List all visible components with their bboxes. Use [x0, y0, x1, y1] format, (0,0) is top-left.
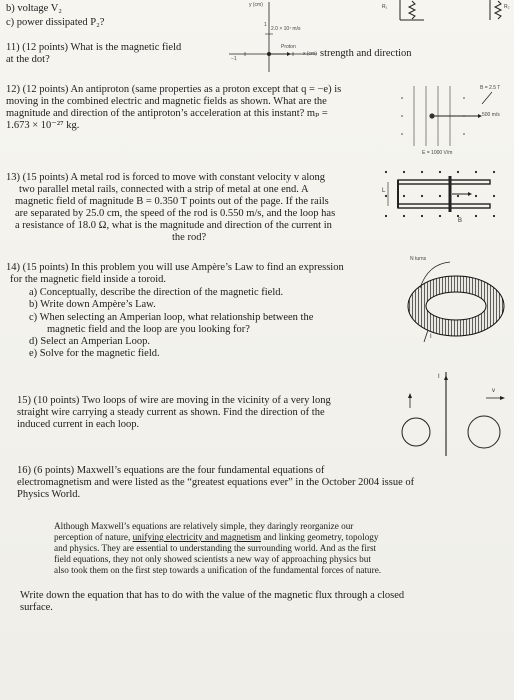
q12-line1: 12) (12 points) An antiproton (same properties as a proton except that q = −e) is — [6, 84, 342, 95]
r1-label: R₁ — [382, 4, 388, 10]
q16-ask-line2: surface. — [20, 602, 53, 613]
quote-line2-start: perception of nature, — [54, 532, 133, 542]
q14-line1: 14) (15 points) In this problem you will use Ampère’s Law to find an expression — [6, 262, 344, 273]
b-label: B — [458, 218, 463, 224]
q14-part-d: d) Select an Amperian Loop. — [29, 336, 151, 347]
q16-ask-line1: Write down the equation that has to do with the value of the magnetic flux through a closed — [20, 590, 405, 601]
q16-line3: Physics World. — [17, 489, 81, 500]
q15-line1: 15) (10 points) Two loops of wire are moving in the vicinity of a very long — [17, 395, 331, 406]
quote-line1: Although Maxwell’s equations are relatively simple, they daringly reorganize our — [54, 521, 354, 531]
q16-line2: electromagnetism and were listed as the “greatest equations ever” in the October 2004 issue of — [17, 477, 415, 488]
q12-line3: magnitude and direction of the antiproton’s acceleration at this instant? mₚ = — [6, 108, 328, 119]
q13-line4: are separated by 25.0 cm, the speed of the rod is 0.550 m/s, and the loop has — [15, 208, 336, 219]
quote-underlined-phrase: unifying electricity and magnetism — [132, 532, 261, 542]
fields-figure — [396, 82, 512, 158]
q10-part-b: b) voltage V₂ — [6, 3, 62, 14]
rod-rails-figure — [376, 166, 510, 228]
tick-1: 1 — [264, 22, 267, 28]
q15-line2: straight wire carrying a steady current as shown. Find the direction of the — [17, 407, 325, 418]
quote-line5: also took them on the first step towards a unification of the fundamental forces of nature. — [54, 565, 382, 575]
q11-line2: at the dot? — [6, 54, 50, 65]
q14-line2: for the magnetic field inside a toroid. — [10, 274, 166, 285]
quote-line4: field equations, they not only showed scientists a new way of approaching physics but — [54, 554, 371, 564]
velocity-label: 500 m/s — [482, 112, 500, 118]
q13-line3: magnetic field of magnitude B = 0.350 T points out of the page. If the rails — [15, 196, 329, 207]
wire-current-label: I — [438, 374, 440, 380]
tick-neg1: −1 — [231, 56, 237, 62]
speed-label: 2.0 × 10⁷ m/s — [271, 26, 301, 32]
current-label: I — [430, 334, 432, 340]
b-field-label: B = 2.5 T — [480, 85, 501, 91]
q14-part-e: e) Solve for the magnetic field. — [29, 348, 160, 359]
q10-part-c: c) power dissipated P₂? — [6, 17, 105, 28]
loops-wire-figure — [392, 372, 512, 456]
q14-part-b: b) Write down Ampère’s Law. — [29, 299, 156, 310]
q14-part-c2: magnetic field and the loop are you looking for? — [47, 324, 250, 335]
quote-line2-end: and linking geometry, topology — [260, 532, 379, 542]
r2-label: R₂ — [504, 4, 510, 10]
q14-part-a: a) Conceptually, describe the direction of the magnetic field. — [29, 287, 284, 298]
q13-line1: 13) (15 points) A metal rod is forced to move with constant velocity v along — [6, 172, 326, 183]
loop-velocity-label: v — [492, 388, 495, 394]
q16-line1: 16) (6 points) Maxwell’s equations are the four fundamental equations of — [17, 465, 325, 476]
e-field-label: E = 1000 V/m — [422, 150, 453, 156]
q13-line2: two parallel metal rails, connected with a strip of metal at one end. A — [19, 184, 309, 195]
length-label: L — [382, 188, 386, 194]
quote-line3: and physics. They are essential to understanding the surrounding world. And as the first — [54, 543, 377, 553]
q11-suffix: strength and direction — [320, 48, 412, 59]
y-axis-label: y (cm) — [249, 2, 263, 8]
circuit-figure — [382, 0, 514, 28]
q11-line1: 11) (12 points) What is the magnetic field — [6, 42, 182, 53]
proton-axes-figure — [225, 2, 317, 74]
q14-part-c1: c) When selecting an Amperian loop, what relationship between the — [29, 312, 314, 323]
turns-label: N turns — [410, 256, 427, 262]
proton-label: Proton — [281, 44, 296, 50]
q13-line6: the rod? — [172, 232, 207, 243]
q12-line4: 1.673 × 10⁻²⁷ kg. — [6, 120, 80, 131]
x-axis-label: x (cm) — [303, 51, 317, 57]
toroid-figure — [400, 254, 510, 346]
q12-line2: moving in the combined electric and magnetic fields as shown. What are the — [6, 96, 327, 107]
q15-line3: induced current in each loop. — [17, 419, 140, 430]
q13-line5: a resistance of 18.0 Ω, what is the magnitude and direction of the current in — [15, 220, 332, 231]
